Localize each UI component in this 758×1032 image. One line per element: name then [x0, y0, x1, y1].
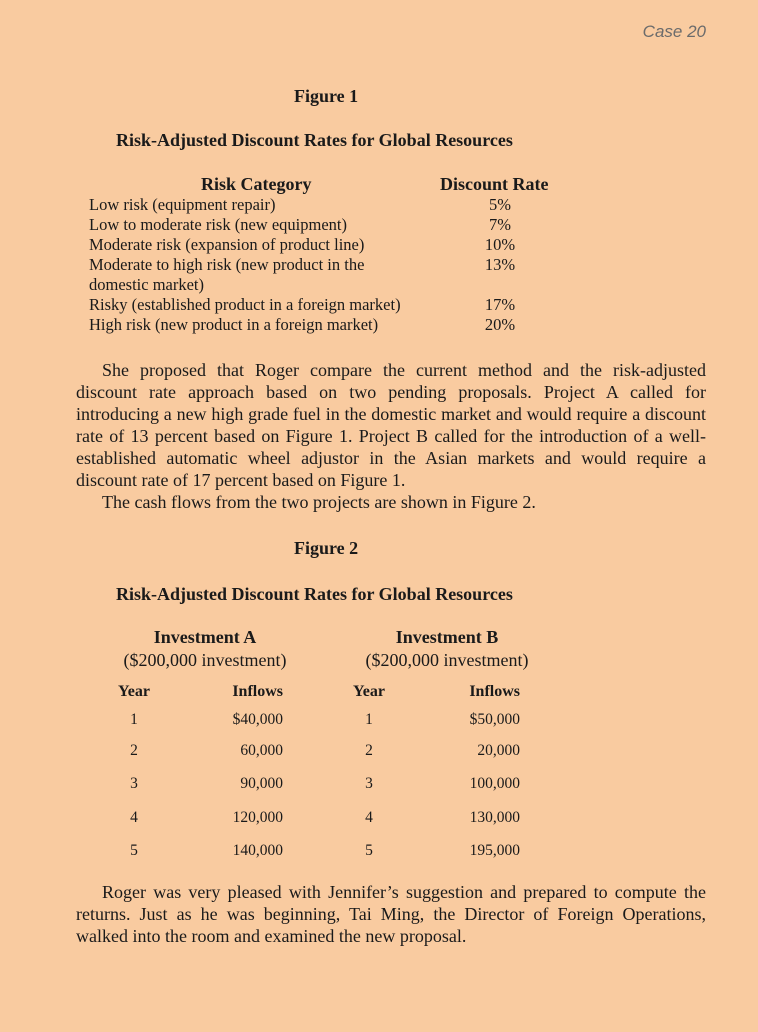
figure1-label: Figure 1 [294, 86, 359, 106]
inflow-cell: 20,000 [477, 742, 520, 759]
body-paragraph [76, 491, 706, 513]
risk-category: Moderate risk (expansion of product line) [89, 235, 365, 254]
inflow-cell: 130,000 [469, 809, 520, 826]
risk-category: High risk (new product in a foreign market) [89, 315, 379, 334]
figure2-title: Risk-Adjusted Discount Rates for Global Resources [116, 584, 513, 604]
year-cell: 5 [130, 842, 138, 859]
inflows-header-a: Inflows [232, 683, 283, 700]
discount-rate-header: Discount Rate [440, 174, 549, 194]
year-header-a: Year [118, 683, 150, 700]
year-cell: 1 [130, 711, 138, 728]
body-paragraph [76, 881, 706, 947]
investment-b-subtitle: ($200,000 investment) [365, 650, 529, 670]
body-paragraph [76, 359, 706, 491]
year-cell: 5 [365, 842, 373, 859]
figure2-label: Figure 2 [294, 538, 359, 558]
investment-a-title: Investment A [153, 627, 257, 647]
inflow-cell: 120,000 [232, 809, 283, 826]
discount-rate: 20% [484, 315, 516, 334]
investment-b-title: Investment B [395, 627, 499, 647]
investment-a-subtitle: ($200,000 investment) [123, 650, 287, 670]
year-cell: 3 [130, 775, 138, 792]
case-label: Case 20 [642, 22, 706, 41]
risk-category: Risky (established product in a foreign market) [89, 295, 401, 314]
year-cell: 4 [365, 809, 373, 826]
inflow-cell: 100,000 [469, 775, 520, 792]
risk-category: Low to moderate risk (new equipment) [89, 215, 347, 234]
paragraph-text: The cash flows from the two projects are shown in Figure 2. [102, 492, 536, 512]
discount-rate: 13% [484, 255, 516, 274]
discount-rate: 17% [484, 295, 516, 314]
paragraph-text: Roger was very pleased with Jennifer’s suggestion and prepared to compute the returns. Just as he was beginning, Tai Ming, the Director of Foreign Operations, walked into the room and examined the new proposal. [76, 882, 706, 946]
year-cell: 2 [365, 742, 373, 759]
inflow-cell: $50,000 [469, 711, 520, 728]
inflow-cell: $40,000 [232, 711, 283, 728]
inflow-cell: 60,000 [240, 742, 283, 759]
year-cell: 3 [365, 775, 373, 792]
paragraph-text: She proposed that Roger compare the current method and the risk-adjusted discount rate approach based on two pending proposals. Project A called for introducing a new high grade fuel in the domestic market and would require a discount rate of 13 percent based on Figure 1. Project B called for the introduction of a well-established automatic wheel adjustor in the Asian markets and would require a discount rate of 17 percent based on Figure 1. [76, 360, 706, 490]
discount-rate: 5% [489, 195, 511, 214]
discount-rate: 10% [484, 235, 516, 254]
inflow-cell: 195,000 [469, 842, 520, 859]
risk-category: Low risk (equipment repair) [89, 195, 276, 214]
inflow-cell: 90,000 [240, 775, 283, 792]
inflow-cell: 140,000 [232, 842, 283, 859]
figure1-title: Risk-Adjusted Discount Rates for Global Resources [116, 130, 513, 150]
year-cell: 4 [130, 809, 138, 826]
discount-rate: 7% [489, 215, 511, 234]
year-cell: 1 [365, 711, 373, 728]
year-header-b: Year [353, 683, 385, 700]
risk-category-continued: domestic market) [89, 275, 205, 294]
risk-category: Moderate to high risk (new product in the [89, 255, 365, 274]
risk-category-header: Risk Category [201, 174, 312, 194]
inflows-header-b: Inflows [469, 683, 520, 700]
year-cell: 2 [130, 742, 138, 759]
